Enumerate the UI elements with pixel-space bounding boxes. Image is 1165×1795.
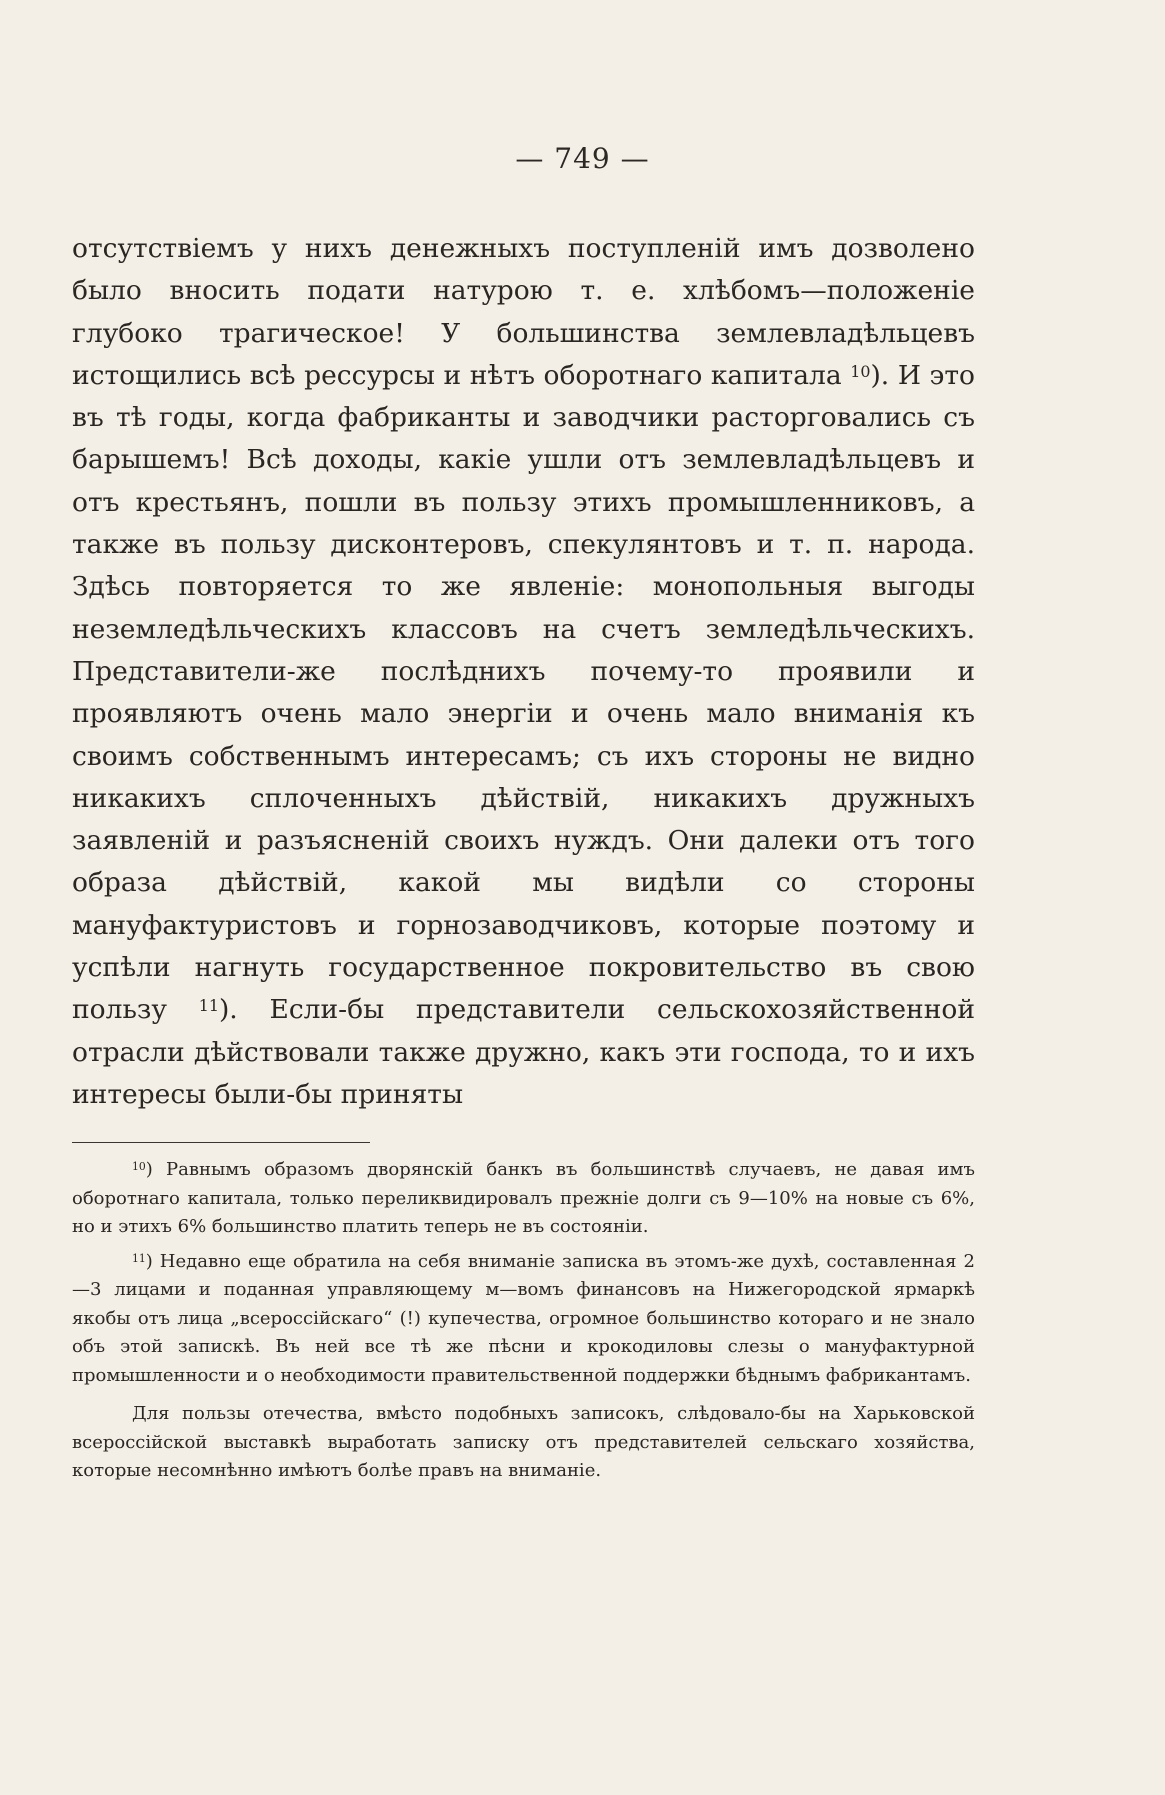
footnote-marker-11: 11 <box>132 1251 146 1265</box>
footnote-11-continuation: Для пользы отечества, вмѣсто подобныхъ записокъ, слѣдовало-бы на Харьковской всероссійской выставкѣ выработать записку отъ представителей сельскаго хозяйства, которые несомнѣнно имѣютъ болѣе правъ на вниманіе. <box>72 1403 975 1481</box>
main-paragraph <box>72 228 975 1116</box>
footnote-10-text: ) Равнымъ образомъ дворянскій банкъ въ большинствѣ случаевъ, не давая имъ оборотнаго капитала, только переликвидировалъ прежніе долги съ 9—10% на новые съ 6%, но и этихъ 6% большинство платить теперь не въ состояніи. <box>72 1159 975 1237</box>
footnote-separator <box>72 1142 370 1143</box>
page-number: — 749 — <box>515 142 650 175</box>
text-segment: ). И это въ тѣ годы, когда фабриканты и заводчики расторговались съ барышемъ! Всѣ доходы, какіе ушли отъ землевладѣльцевъ и отъ крестьянъ, пошли въ пользу этихъ промышленниковъ, а также въ пользу дисконтеровъ, спекулянтовъ и т. п. народа. Здѣсь повторяется то же явленіе: монопольныя выгоды неземледѣльческихъ классовъ на счетъ земледѣльческихъ. Представители-же послѣднихъ почему-то проявили и проявляютъ очень мало энергіи и очень мало вниманія къ своимъ собственнымъ интересамъ; съ ихъ стороны не видно никакихъ сплоченныхъ дѣйствій, никакихъ дружныхъ заявленій и разъясненій своихъ нуждъ. Они далеки отъ того образа дѣйствій, какой мы видѣли со стороны мануфактуристовъ и горнозаводчиковъ, которые поэтому и успѣли нагнуть государственное покровительство въ свою пользу <box>72 359 975 1026</box>
footnote-ref-11: 11 <box>198 996 219 1016</box>
footnote-marker-10: 10 <box>132 1160 146 1174</box>
footnote-11 <box>72 1248 975 1391</box>
footnote-11-text: ) Недавно еще обратила на себя вниманіе записка въ этомъ-же духѣ, составленная 2—3 лицами и поданная управляющему м—вомъ финансовъ на Нижегородской ярмаркѣ якобы отъ лица „всероссійскаго“ (!) купечества, огромное большинство котораго и не знало объ этой запискѣ. Въ ней все тѣ же пѣсни и крокодиловы слезы о мануфактурной промышленности и о необходимости правительственной поддержки бѣднымъ фабрикантамъ. <box>72 1250 975 1386</box>
footnote-ref-10: 10 <box>850 361 871 381</box>
footnotes <box>72 1156 975 1492</box>
text-segment: ). Если-бы представители сельскохозяйственной отрасли дѣйствовали также дружно, какъ эти господа, то и ихъ интересы были-бы приняты <box>72 994 975 1110</box>
text-segment: отсутствіемъ у нихъ денежныхъ поступленій имъ дозволено было вносить подати натурою т. е. хлѣбомъ—положеніе глубоко трагическое! У большинства землевладѣльцевъ истощились всѣ рессурсы и нѣтъ оборотнаго капитала <box>72 233 975 391</box>
main-text <box>72 228 975 1116</box>
footnote-10 <box>72 1156 975 1242</box>
